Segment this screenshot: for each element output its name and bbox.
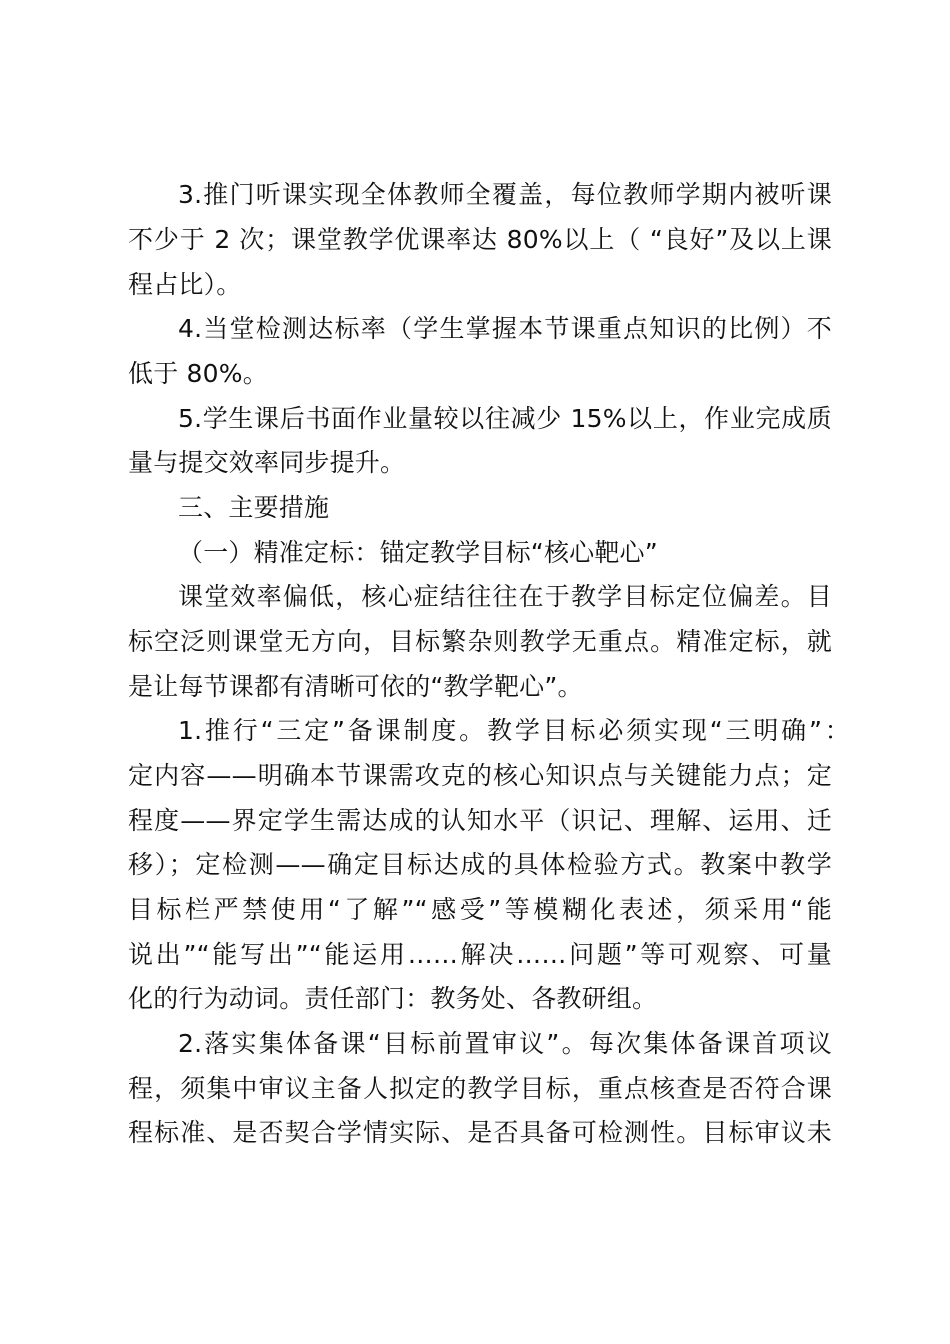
text-line: 低于 80%。 [128,359,268,388]
text-line: 1.推行“三定”备课制度。教学目标必须实现“三明确”： [178,716,850,745]
text-line: 2.落实集体备课“目标前置审议”。每次集体备课首项议 [178,1029,832,1058]
text-line: 5.学生课后书面作业量较以往减少 15%以上，作业完成质 [178,404,832,433]
text-line: 3.推门听课实现全体教师全覆盖，每位教师学期内被听课 [178,180,832,209]
text-line: 定内容——明确本节课需攻克的核心知识点与关键能力点；定 [128,761,832,790]
text-line: 程，须集中审议主备人拟定的教学目标，重点核查是否符合课 [128,1074,832,1103]
text-line: 4.当堂检测达标率（学生掌握本节课重点知识的比例）不 [178,314,832,343]
text-line: 程占比）。 [128,270,242,299]
text-line: 不少于 2 次；课堂教学优课率达 80%以上（ “良好”及以上课 [128,225,832,254]
text-line: 课堂效率偏低，核心症结往往在于教学目标定位偏差。目 [178,582,832,611]
text-line: 程标准、是否契合学情实际、是否具备可检测性。目标审议未 [128,1118,832,1147]
text-line: 说出”“能写出”“能运用……解决……问题”等可观察、可量 [128,940,832,969]
subsection-heading: （一）精准定标：锚定教学目标“核心靶心” [178,538,658,567]
text-line: 移）；定检测——确定目标达成的具体检验方式。教案中教学 [128,850,832,879]
text-line: 标空泛则课堂无方向，目标繁杂则教学无重点。精准定标，就 [128,627,832,656]
section-heading: 三、主要措施 [178,493,330,522]
text-line: 目标栏严禁使用“了解”“感受”等模糊化表述，须采用“能 [128,895,832,924]
text-line: 程度——界定学生需达成的认知水平（识记、理解、运用、迁 [128,806,832,835]
text-line: 化的行为动词。责任部门：教务处、各教研组。 [128,984,658,1013]
text-line: 是让每节课都有清晰可依的“教学靶心”。 [128,672,583,701]
text-line: 量与提交效率同步提升。 [128,448,406,477]
